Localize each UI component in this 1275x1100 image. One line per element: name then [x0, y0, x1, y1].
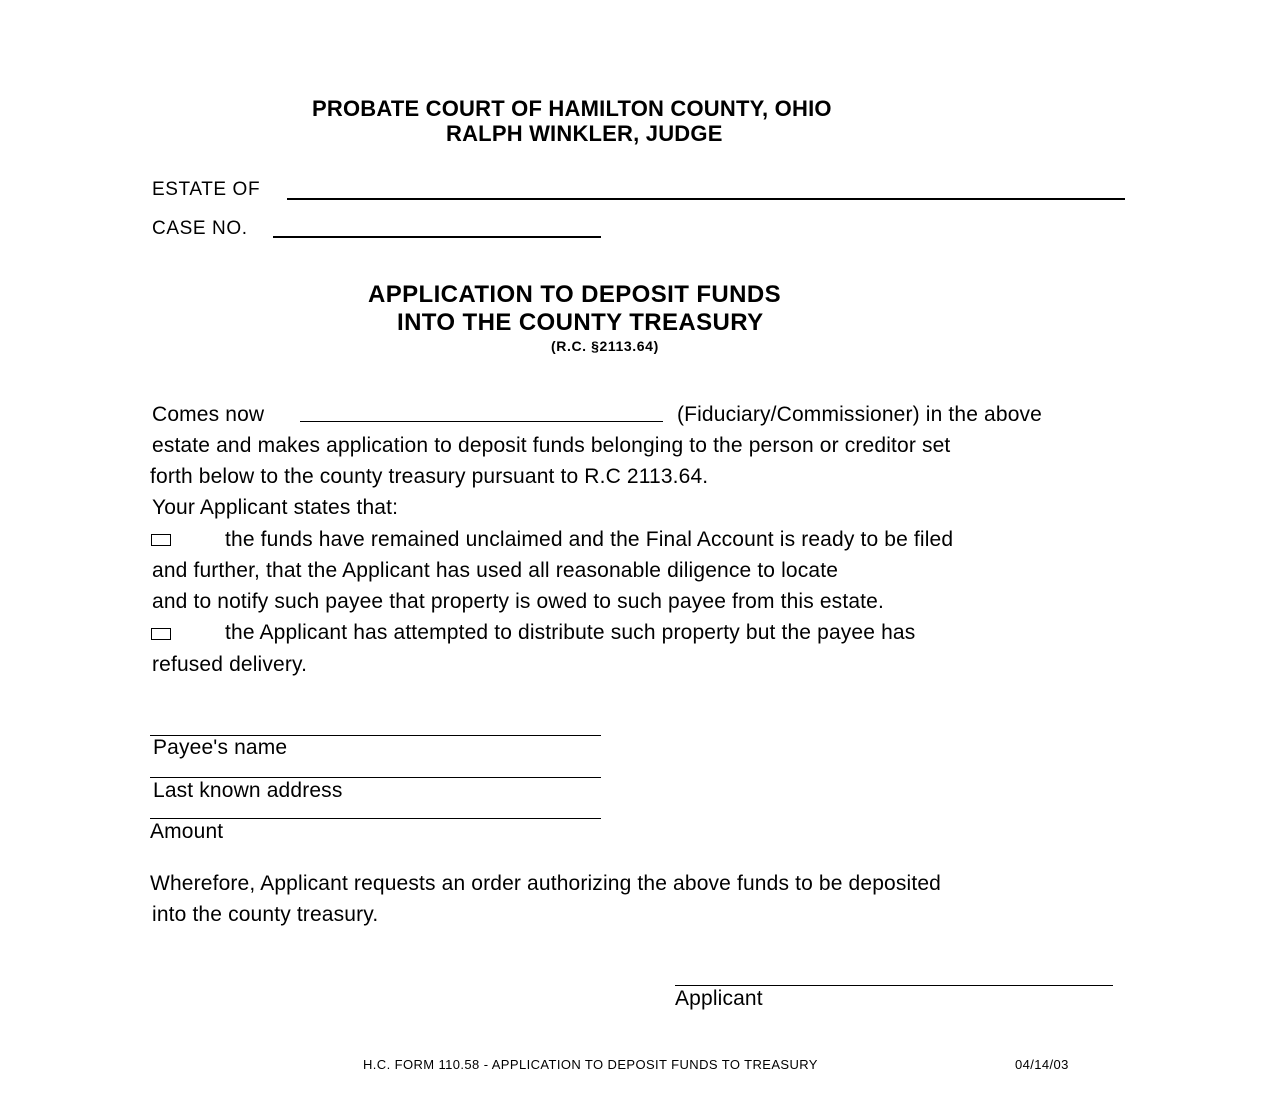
last-known-address-field[interactable]	[150, 777, 601, 778]
estate-field[interactable]	[287, 198, 1125, 200]
body-line-2: estate and makes application to deposit funds belonging to the person or creditor set	[152, 434, 951, 457]
body-line-3: forth below to the county treasury pursuant to R.C 2113.64.	[150, 465, 709, 488]
option2-line1: the Applicant has attempted to distribute such property but the payee has	[225, 621, 916, 644]
judge-name: RALPH WINKLER, JUDGE	[446, 121, 723, 146]
unclaimed-funds-checkbox[interactable]	[151, 534, 171, 546]
form-title-line2: INTO THE COUNTY TREASURY	[397, 309, 764, 336]
applicant-states-text: Your Applicant states that:	[152, 496, 399, 519]
option1-line3: and to notify such payee that property is owed to such payee from this estate.	[152, 590, 884, 613]
amount-label: Amount	[150, 820, 224, 843]
form-date: 04/14/03	[1015, 1057, 1069, 1072]
estate-label: ESTATE OF	[152, 179, 261, 200]
form-title-line1: APPLICATION TO DEPOSIT FUNDS	[368, 281, 782, 308]
form-id: H.C. FORM 110.58 - APPLICATION TO DEPOSIT FUNDS TO TREASURY	[363, 1057, 818, 1072]
fiduciary-name-field[interactable]	[300, 421, 663, 422]
option1-line2: and further, that the Applicant has used all reasonable diligence to locate	[152, 559, 839, 582]
closing-line-2: into the county treasury.	[152, 903, 379, 926]
refused-delivery-checkbox[interactable]	[151, 628, 171, 640]
applicant-signature-label: Applicant	[675, 987, 763, 1010]
option1-line1: the funds have remained unclaimed and the Final Account is ready to be filed	[225, 528, 954, 551]
last-known-address-label: Last known address	[153, 779, 343, 802]
statute-reference: (R.C. §2113.64)	[551, 338, 659, 354]
case-number-label: CASE NO.	[152, 218, 248, 239]
comes-now-text: Comes now	[152, 403, 265, 426]
fiduciary-suffix-text: (Fiduciary/Commissioner) in the above	[677, 403, 1043, 426]
payee-name-label: Payee's name	[153, 736, 288, 759]
applicant-signature-field[interactable]	[675, 985, 1113, 986]
option2-line2: refused delivery.	[152, 653, 308, 676]
closing-line-1: Wherefore, Applicant requests an order authorizing the above funds to be deposited	[150, 872, 941, 895]
court-name: PROBATE COURT OF HAMILTON COUNTY, OHIO	[312, 96, 832, 121]
case-number-field[interactable]	[273, 236, 601, 238]
amount-field[interactable]	[150, 818, 601, 819]
